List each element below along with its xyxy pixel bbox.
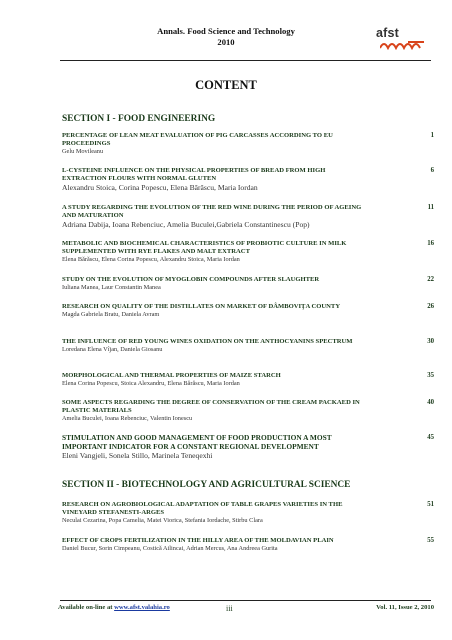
entry-title: RESEARCH ON QUALITY OF THE DISTILLATES ON MARKET OF DÂMBOVIŢA COUNTY xyxy=(62,303,341,310)
entry-authors: Gelu Movileanu xyxy=(62,148,104,155)
entry-title: STIMULATION AND GOOD MANAGEMENT OF FOOD PRODUCTION A MOST IMPORTANT INDICATOR FOR A CONSTANT REGIONAL DEVELOPMENT xyxy=(62,433,332,451)
footer-availability xyxy=(58,604,170,611)
entry-title: EFFECT OF CROPS FERTILIZATION IN THE HILLY AREA OF THE MOLDAVIAN PLAIN xyxy=(62,537,334,544)
entry-page: 35 xyxy=(427,372,434,379)
toc-entry[interactable] xyxy=(62,204,434,229)
entry-title: MORPHOLOGICAL AND THERMAL PROPERTIES OF MAIZE STARCH xyxy=(62,372,281,379)
entry-title: STUDY ON THE EVOLUTION OF MYOGLOBIN COMPOUNDS AFTER SLAUGHTER xyxy=(62,276,320,283)
toc-entry[interactable] xyxy=(62,303,434,319)
entry-page: 40 xyxy=(427,399,434,406)
page-footer xyxy=(58,604,434,618)
footer-rule xyxy=(60,600,431,601)
entry-title: RESEARCH ON AGROBIOLOGICAL ADAPTATION OF TABLE GRAPES VARIETIES IN THE VINEYARD STEFANESTI-ARGES xyxy=(62,501,343,516)
entry-authors: Loredana Elena Vîjan, Daniela Giosanu xyxy=(62,346,163,353)
entry-authors: Eleni Vangjeli, Sonela Stillo, Marinela Teneqexhi xyxy=(62,451,213,461)
footer-available-label: Available on-line at xyxy=(58,604,115,611)
entry-authors: Alexandru Stoica, Corina Popescu, Elena Bărăscu, Maria Iordan xyxy=(62,183,258,192)
toc-entry[interactable] xyxy=(62,132,434,156)
section-heading: SECTION I - FOOD ENGINEERING xyxy=(62,114,216,124)
entry-title: PERCENTAGE OF LEAN MEAT EVALUATION OF PIG CARCASSES ACCORDING TO EU PROCEEDINGS xyxy=(62,132,333,147)
volume-issue: Vol. 11, Issue 2, 2010 xyxy=(376,604,434,611)
entry-page: 30 xyxy=(427,338,434,345)
journal-title xyxy=(120,26,332,48)
header-rule xyxy=(60,60,431,61)
entry-title: SOME ASPECTS REGARDING THE DEGREE OF CONSERVATION OF THE CREAM PACKAED IN PLASTIC MATERIALS xyxy=(62,399,360,414)
entry-authors: Elena Bărăscu, Elena Corina Popescu, Alexandru Stoica, Maria Iordan xyxy=(62,256,240,263)
toc-entry[interactable] xyxy=(62,240,434,264)
entry-authors: Neculai Cezarina, Popa Camelia, Matei Viorica, Stefania Iordache, Stirbu Clara xyxy=(62,517,263,524)
entry-authors: Amelia Buculei, Ioana Rebenciuc, Valentin Ionescu xyxy=(62,415,193,422)
toc-entry[interactable] xyxy=(62,338,434,354)
toc-entry[interactable] xyxy=(62,501,434,525)
entry-page: 45 xyxy=(427,434,434,441)
page-header xyxy=(0,26,452,60)
toc-entry[interactable] xyxy=(62,537,434,553)
logo-waves-icon xyxy=(380,40,426,50)
entry-page: 6 xyxy=(430,167,434,174)
entry-page: 26 xyxy=(427,303,434,310)
entry-title: L-CYSTEINE INFLUENCE ON THE PHYSICAL PROPERTIES OF BREAD FROM HIGH EXTRACTION FLOURS WITH NORMAL GLUTEN xyxy=(62,167,326,182)
toc-entry[interactable] xyxy=(62,399,434,423)
entry-page: 55 xyxy=(427,537,434,544)
entry-authors: Daniel Bucur, Sorin Cimpeanu, Costică Ailincai, Adrian Mercus, Ana Andreea Gurita xyxy=(62,545,278,552)
entry-authors: Magda Gabriela Bratu, Daniela Avram xyxy=(62,311,160,318)
journal-title-year: 2010 xyxy=(217,37,235,47)
afst-logo xyxy=(376,26,428,52)
entry-authors: Adriana Dabija, Ioana Rebenciuc, Amelia Buculei,Gabriela Constantinescu (Pop) xyxy=(62,220,310,229)
entry-page: 1 xyxy=(430,132,434,139)
toc-entry[interactable] xyxy=(62,276,434,292)
entry-page: 22 xyxy=(427,276,434,283)
entry-page: 51 xyxy=(427,501,434,508)
page-title: CONTENT xyxy=(195,78,257,92)
journal-title-line1: Annals. Food Science and Technology xyxy=(157,26,295,36)
page-number: iii xyxy=(226,604,233,613)
website-link[interactable]: www.afst.valahia.ro xyxy=(114,604,170,611)
section-heading: SECTION II - BIOTECHNOLOGY AND AGRICULTURAL SCIENCE xyxy=(62,480,351,490)
logo-text: afst xyxy=(376,26,400,40)
entry-authors: Elena Corina Popescu, Stoica Alexandru, Elena Bărăscu, Maria Iordan xyxy=(62,380,240,387)
entry-title: A STUDY REGARDING THE EVOLUTION OF THE RED WINE DURING THE PERIOD OF AGEING AND MATURATION xyxy=(62,204,362,219)
entry-page: 16 xyxy=(427,240,434,247)
toc-entry[interactable] xyxy=(62,372,434,388)
entry-page: 11 xyxy=(427,204,434,211)
entry-title: METABOLIC AND BIOCHEMICAL CHARACTERISTICS OF PROBIOTIC CULTURE IN MILK SUPPLEMENTED WITH RYE FLAKES AND MALT EXTRACT xyxy=(62,240,347,255)
entry-authors: Iuliana Manea, Laur Constantin Manea xyxy=(62,284,161,291)
toc-entry[interactable] xyxy=(62,167,434,192)
toc-entry[interactable] xyxy=(62,434,434,460)
entry-title: THE INFLUENCE OF RED YOUNG WINES OXIDATION ON THE ANTHOCYANINS SPECTRUM xyxy=(62,338,353,345)
